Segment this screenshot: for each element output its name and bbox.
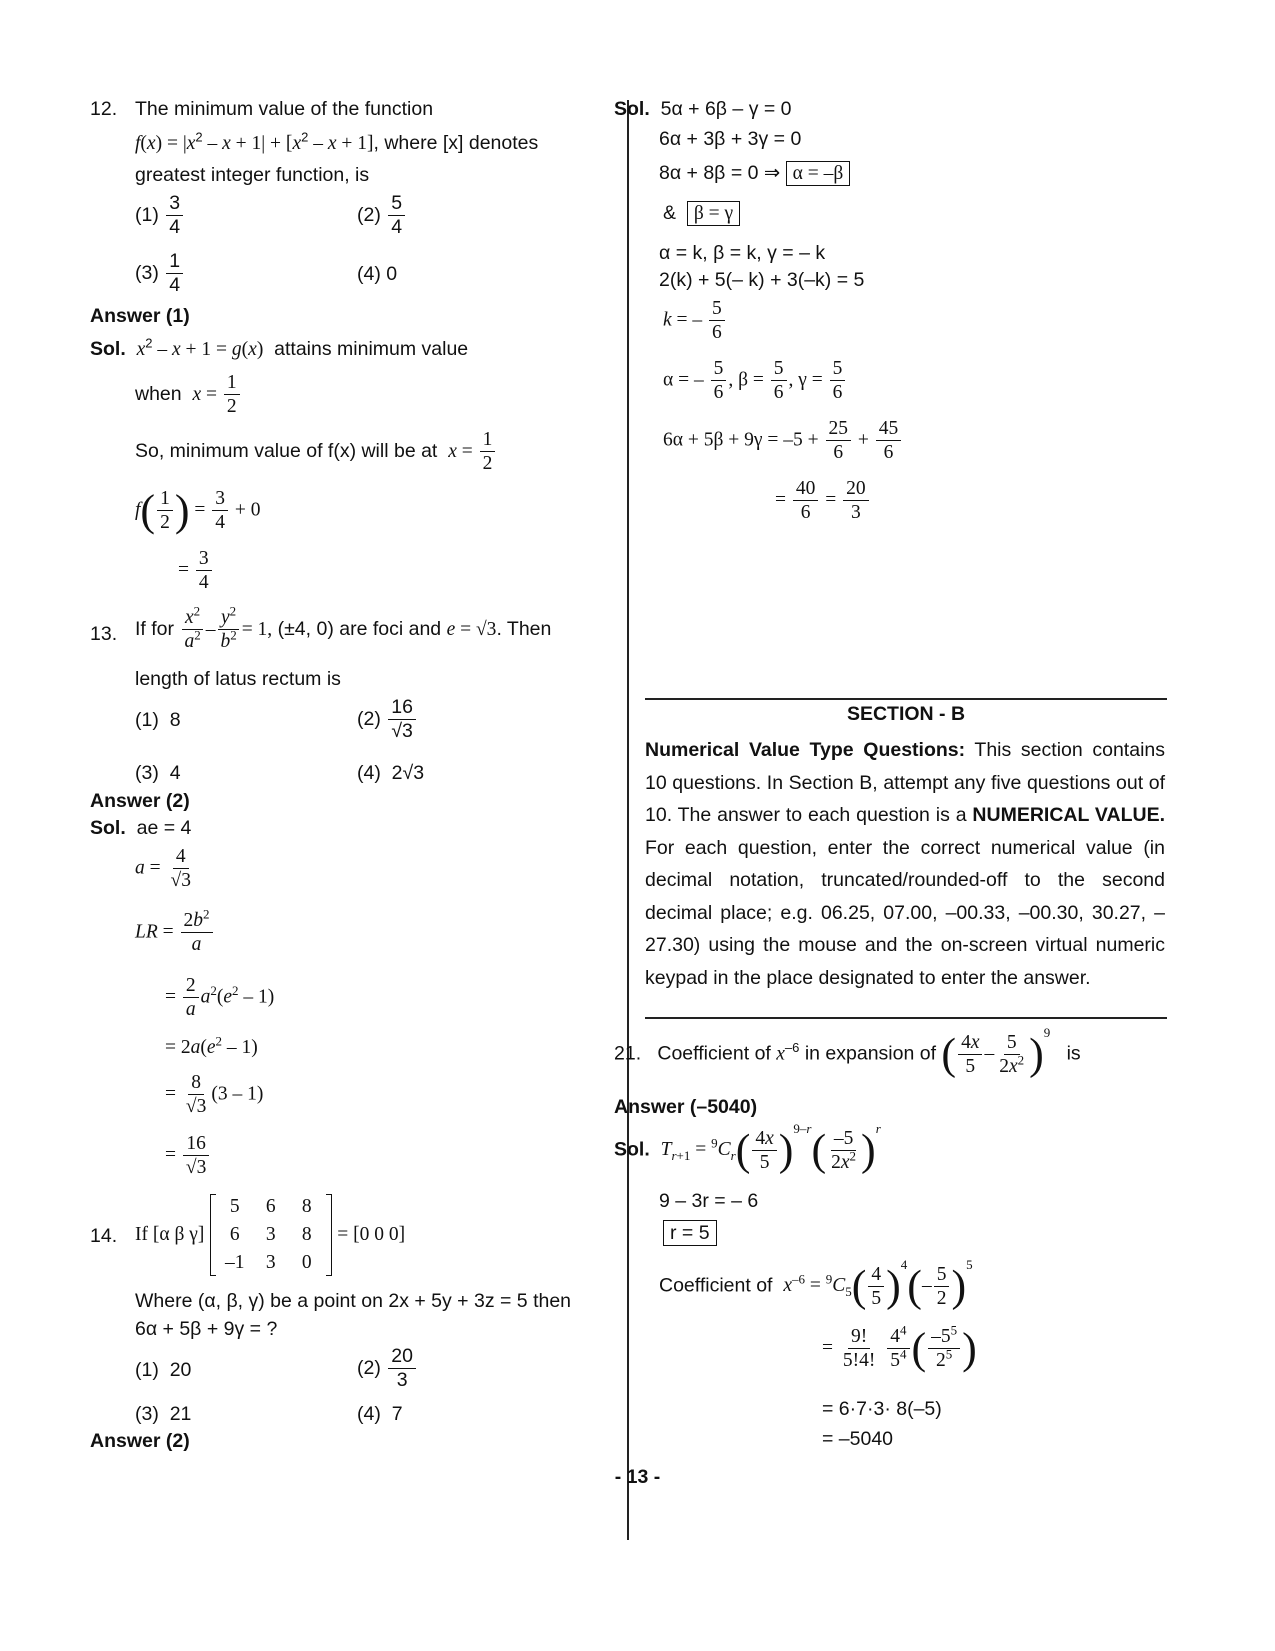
q14-solution-amp: & β = γ [663,202,740,225]
q14-where-line: Where (α, β, γ) be a point on 2x + 5y + 3z = 5 then [135,1290,572,1312]
q21-question: 21. Coefficient of $x^{-6}$ in expansion of ( $\frac{4x}{5}$ – $\frac{5}{2x^2}$ )$^9$ is [614,1025,1081,1079]
q13-answer: Answer (2) [90,790,190,812]
q14-answer: Answer (2) [90,1430,190,1452]
q21-coefficient-line: Coefficient of $x^{-6} = ^9C_5$( $\frac{4}{5}$ )$^4$(– $\frac{5}{2}$ )$^5$ [659,1257,973,1311]
q21-solution-r-box [663,1222,717,1245]
q14-option-2: (2) $\frac{20}{3}$ [357,1346,418,1392]
q12-so-line: So, minimum value of f(x) will be at x = $\frac{1}{2}$ [135,429,497,475]
q13-option-2: (2) $\frac{16}{√3}$ [357,697,418,743]
q14-option-1: (1) 20 [135,1359,192,1381]
q21-answer: Answer (–5040) [614,1096,758,1118]
q14-solution-k: α = k, β = k, γ = – k [659,242,826,264]
q13-number: 13. [90,623,118,645]
q13-lr-result: = $\frac{16}{√3}$ [165,1133,211,1179]
q14-matrix: 5 6 8 6 3 8 –1 3 0 [210,1194,332,1276]
q13-lr-step1: = $\frac{2}{a}$ $a^2(e^2 - 1)$ [165,975,275,1021]
q14-solution-k-value: k = – $\frac{5}{6}$ [663,298,727,344]
q12-when-line: when x = $\frac{1}{2}$ [135,372,242,418]
q21-general-term: Sol. $T_{r+1} = ^9C_r$( $\frac{4x}{5}$ )$^{9-r}$( $\frac{-5}{2x^2}$ )$^r$ [614,1121,881,1175]
boxed-r-value: r = 5 [663,1220,717,1246]
boxed-beta-gamma: β = γ [687,201,740,226]
q21-coefficient-result: = –5040 [822,1428,894,1450]
q13-lr-formula: LR = $\frac{2b^2}{a}$ [135,910,215,956]
section-b-top-rule [645,698,1167,700]
q14-solution-substitute: 2(k) + 5(– k) + 3(–k) = 5 [659,269,865,291]
q13-lr-step3: = $\frac{8}{√3}$ (3 – 1) [165,1072,264,1118]
q12-stem: The minimum value of the function [135,98,434,120]
section-b-instructions: Numerical Value Type Questions: This section contains 10 questions. In Section B, attempt any five questions out of 10. The answer to each question is a NUMERICAL VALUE. For each question, enter the correct numerical value (in decimal notation, truncated/rounded-off to the second decimal place; e.g. 06.25, 07.00, –00.33, –00.30, 30.27, –27.30) using the mouse and the on-screen virtual numeric keypad in the place designated to enter the answer. [645,739,1165,989]
q12-f-half: f( $\frac{1}{2}$ ) = $\frac{3}{4}$ + 0 [135,485,261,535]
q12-f-result: = $\frac{3}{4}$ [178,548,214,594]
q21-coefficient-step1: = $\frac{9!}{5!4!}$ $\frac{4^4}{5^4}$ ( $\frac{-5^5}{2^5}$ ) [822,1322,977,1373]
q12-function-line: $f(x) = |x^2 - x + 1| + [x^2 - x + 1]$, where [x] denotes [135,129,539,154]
q14-solution-eq2: 6α + 3β + 3γ = 0 [659,128,802,150]
q14-option-4: (4) 7 [357,1403,403,1425]
section-b-title: SECTION - B [846,703,966,725]
page-number: - 13 - [614,1466,661,1488]
q13-solution-line1: Sol. ae = 4 [90,817,192,839]
q12-option-1: (1) $\frac{3}{4}$ [135,193,185,239]
q14-ask-line: 6α + 5β + 9γ = ? [135,1318,278,1340]
q12-option-4: (4) 0 [357,263,398,285]
q21-solution-r-eq: 9 – 3r = – 6 [659,1190,759,1212]
q12-stem-end: greatest integer function, is [135,164,370,186]
q21-coefficient-step2: = 6·7·3· 8(–5) [822,1398,942,1420]
q14-solution-eq3: 8α + 8β = 0 ⇒ α = –β [659,161,850,185]
q13-a-value: a = $\frac{4}{√3}$ [135,846,191,892]
q14-solution-result: = $\frac{40}{6}$ = $\frac{20}{3}$ [775,478,871,524]
q14-solution-values: α = – $\frac{5}{6}$ , β = $\frac{5}{6}$ , γ = $\frac{5}{6}$ [663,358,847,404]
q13-option-1: (1) 8 [135,709,181,731]
q12-option-2: (2) $\frac{5}{4}$ [357,193,407,239]
q14-solution-eq1: Sol. 5α + 6β – γ = 0 [614,98,792,120]
boxed-alpha-beta: α = –β [786,161,851,186]
q14-option-3: (3) 21 [135,1403,192,1425]
q13-stem-end: length of latus rectum is [135,668,341,690]
q13-option-4: (4) 2√3 [357,762,425,784]
q12-solution-line1: Sol. $x^2 - x + 1 = g(x)$ attains minimum value [90,335,469,360]
q12-answer: Answer (1) [90,305,190,327]
q14-matrix-equation: If [α β γ] 5 6 8 6 3 8 –1 3 0 = [0 0 0] [135,1194,405,1276]
column-divider [627,100,629,1540]
section-b-bottom-rule [645,1017,1167,1019]
q13-option-3: (3) 4 [135,762,181,784]
q12-number: 12. [90,98,118,120]
q12-option-3: (3) $\frac{1}{4}$ [135,251,185,297]
q13-stem: If for $\frac{x^2}{a^2}$ – $\frac{y^2}{b^2}$ = 1, (±4, 0) are foci and e = √3. Then [135,603,552,653]
q14-number: 14. [90,1225,118,1247]
q13-lr-step2: = $2a(e^2 - 1)$ [165,1033,258,1058]
q14-solution-sum: 6α + 5β + 9γ = –5 + $\frac{25}{6}$ + $\frac{45}{6}$ [663,418,903,464]
